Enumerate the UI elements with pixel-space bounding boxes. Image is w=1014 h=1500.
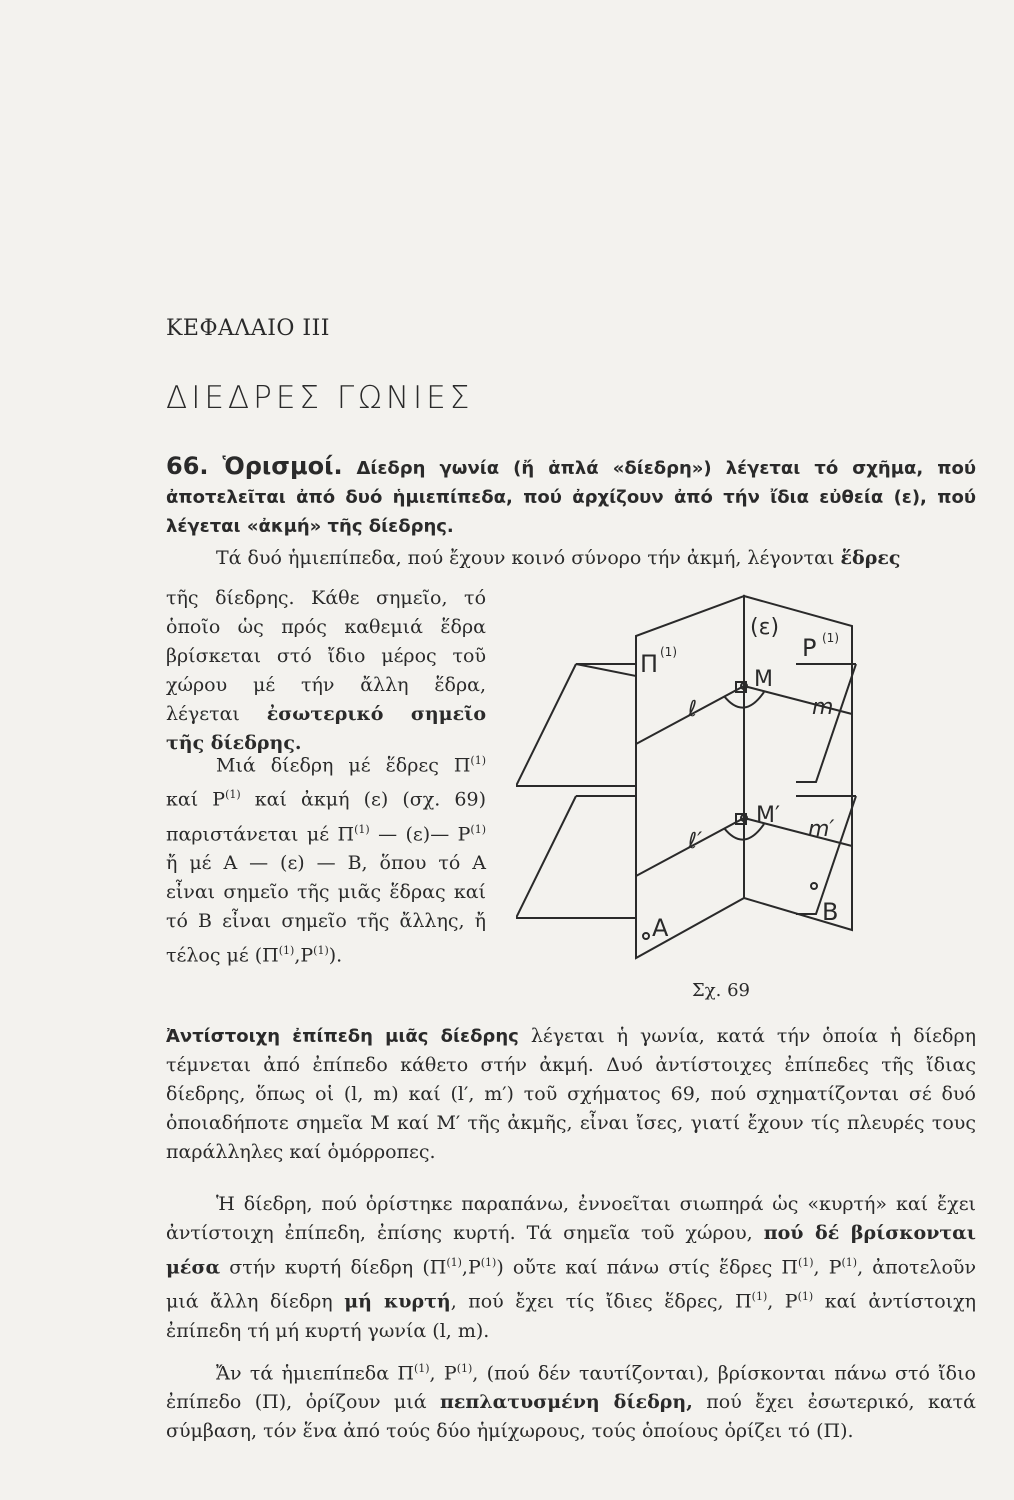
label-A: A (652, 914, 669, 942)
convex-paragraph: Ἡ δίεδρη, πού ὁρίστηκε παραπάνω, ἐννοεῖται σιωπηρά ὡς «κυρτή» καί ἔχει ἀντίστοιχη ἐπίπεδη, ἐπίσης κυρτή. Τά σημεῖα τοῦ χώρου, πού δέ βρίσκονται μέσα στήν κυρτή δίεδρη $(\Pi^{(1)},P^{(1)})$ οὔτε καί πάνω στίς ἕδρες $\Pi^{(1)}$, $P^{(1)}$, ἀποτελοῦν μιά ἄλλη δίεδρη μή κυρτή, πού ἔχει τίς ἴδιες ἕδρες, $\Pi^{(1)}$, $P^{(1)}$ καί ἀντίστοιχη ἐπίπεδη τή μή κυρτή γωνία (l, m). (166, 1193, 976, 1342)
label-m2: m′ (808, 817, 835, 842)
label-P1: Π (640, 650, 659, 678)
not-inside-term: πού δέ βρίσκονται μέσα (166, 1222, 976, 1279)
section-heading: Ὁρισμοί. (222, 452, 343, 480)
label-B: B (822, 898, 839, 926)
interior-paragraph (166, 584, 486, 758)
plane-angle-term: Ἀντίστοιχη ἐπίπεδη μιᾶς δίεδρης (166, 1026, 519, 1047)
face-R1 (744, 596, 852, 930)
label-m: m (812, 695, 834, 720)
notation-paragraph: Μιά δίεδρη μέ ἕδρες $\Pi^{(1)}$ καί $P^{(1)}$ καί ἀκμή (ε) (σχ. 69) παριστάνεται μέ $\Pi^{(1)}$ — (ε)— $P^{(1)}$ ἤ μέ Α — (ε) — Β, ὅπου τό Α εἶναι σημεῖο τῆς μιᾶς ἕδρας καί τό Β εἶναι σημεῖο τῆς ἄλλης, ἤ τέλος μέ $(\Pi^{(1)},P^{(1)})$. (166, 754, 487, 967)
section-definition (166, 452, 976, 541)
faces-tail: τῆς δίεδρης. (166, 587, 295, 609)
upper-plane-left-edge (516, 664, 636, 786)
chapter-heading: ΚΕΦΑΛΑΙΟ III (166, 316, 330, 341)
label-edge: (ε) (750, 615, 780, 640)
faces-text: Τά δυό ἡμιεπίπεδα, πού ἔχουν κοινό σύνορο τήν ἀκμή, λέγονται (216, 547, 835, 569)
faces-term: ἕδρες (840, 547, 901, 569)
label-l2: ℓ′ (688, 829, 703, 854)
angle-l-m: (l, m) (343, 1083, 399, 1105)
label-R1-sup: (1) (822, 631, 839, 645)
label-P1-sup: (1) (660, 645, 677, 659)
point-A (643, 933, 649, 939)
reflex-angle: (l, m). (432, 1319, 490, 1342)
flat-paragraph: Ἄν τά ἡμιεπίπεδα $\Pi^{(1)}$, $P^{(1)}$, (πού δέν ταυτίζονται), βρίσκονται πάνω στό ἴδιο ἐπίπεδο (Π), ὁρίζουν μιά πεπλατυσμένη δίεδρη, πού ἔχει ἐσωτερικό, κατά σύμβαση, τόν ἕνα ἀπό τούς δύο ἡμίχωρους, τούς ὁποίους ὁρίζει τό (Π). (166, 1362, 977, 1443)
interior-text: Κάθε σημεῖο, τό ὁποῖο ὡς πρός καθεμιά ἕδρα βρίσκεται στό ἴδιο μέρος τοῦ χώρου μέ τήν ἄλλη ἕδρα, λέγεται (166, 587, 487, 725)
lower-plane-left-edge (516, 796, 636, 918)
definition-text: Δίεδρη γωνία (ἤ ἁπλά «δίεδρη») λέγεται τό σχῆμα, πού ἀποτελεῖται ἀπό δυό ἡμιεπίπεδα, πού ἀρχίζουν ἀπό τήν ἴδια εὐθεία (ε), πού λέγεται «ἀκμή» τῆς δίεδρης. (166, 458, 976, 537)
point-B (811, 883, 817, 889)
label-l: ℓ (688, 697, 698, 722)
upper-plane-left (576, 664, 636, 676)
lower-plane-right-edge (796, 796, 856, 914)
figure-caption: Σχ. 69 (692, 980, 750, 1001)
section-number: 66. (166, 452, 209, 480)
plane-angle-paragraph: Ἀντίστοιχη ἐπίπεδη μιᾶς δίεδρης λέγεται ἡ γωνία, κατά τήν ὁποία ἡ δίεδρη τέμνεται ἀπό ἐπίπεδο κάθετο στήν ἀκμή. Δυό ἀντίστοιχες ἐπίπεδες τῆς ἴδιας δίεδρης, ὅπως οἱ (l, m) καί (l′, m′) τοῦ σχήματος 69, πού σχηματίζονται σέ δυό ὁποιαδήποτε σημεῖα Μ καί Μ′ τῆς ἀκμῆς, εἶναι ἴσες, γιατί ἔχουν τίς πλευρές τους παράλληλες καί ὁμόρροπες. (166, 1025, 976, 1163)
label-M: M (754, 667, 773, 692)
non-convex-term: μή κυρτή (344, 1290, 451, 1313)
upper-plane-right-edge (796, 664, 856, 782)
flat-dihedral-term: πεπλατυσμένη δίεδρη, (439, 1391, 693, 1414)
interior-term: ἐσωτερικό σημεῖο τῆς δίεδρης. (166, 703, 486, 754)
faces-paragraph (166, 544, 976, 573)
label-M2: M′ (756, 803, 780, 828)
chapter-title: ΔΙΕΔΡΕΣ ΓΩΝΙΕΣ (166, 380, 474, 416)
angle-l2-m2: (l′, m′) (450, 1083, 514, 1105)
figure-69-dihedral (516, 586, 876, 986)
label-R1: Ρ (802, 634, 817, 662)
